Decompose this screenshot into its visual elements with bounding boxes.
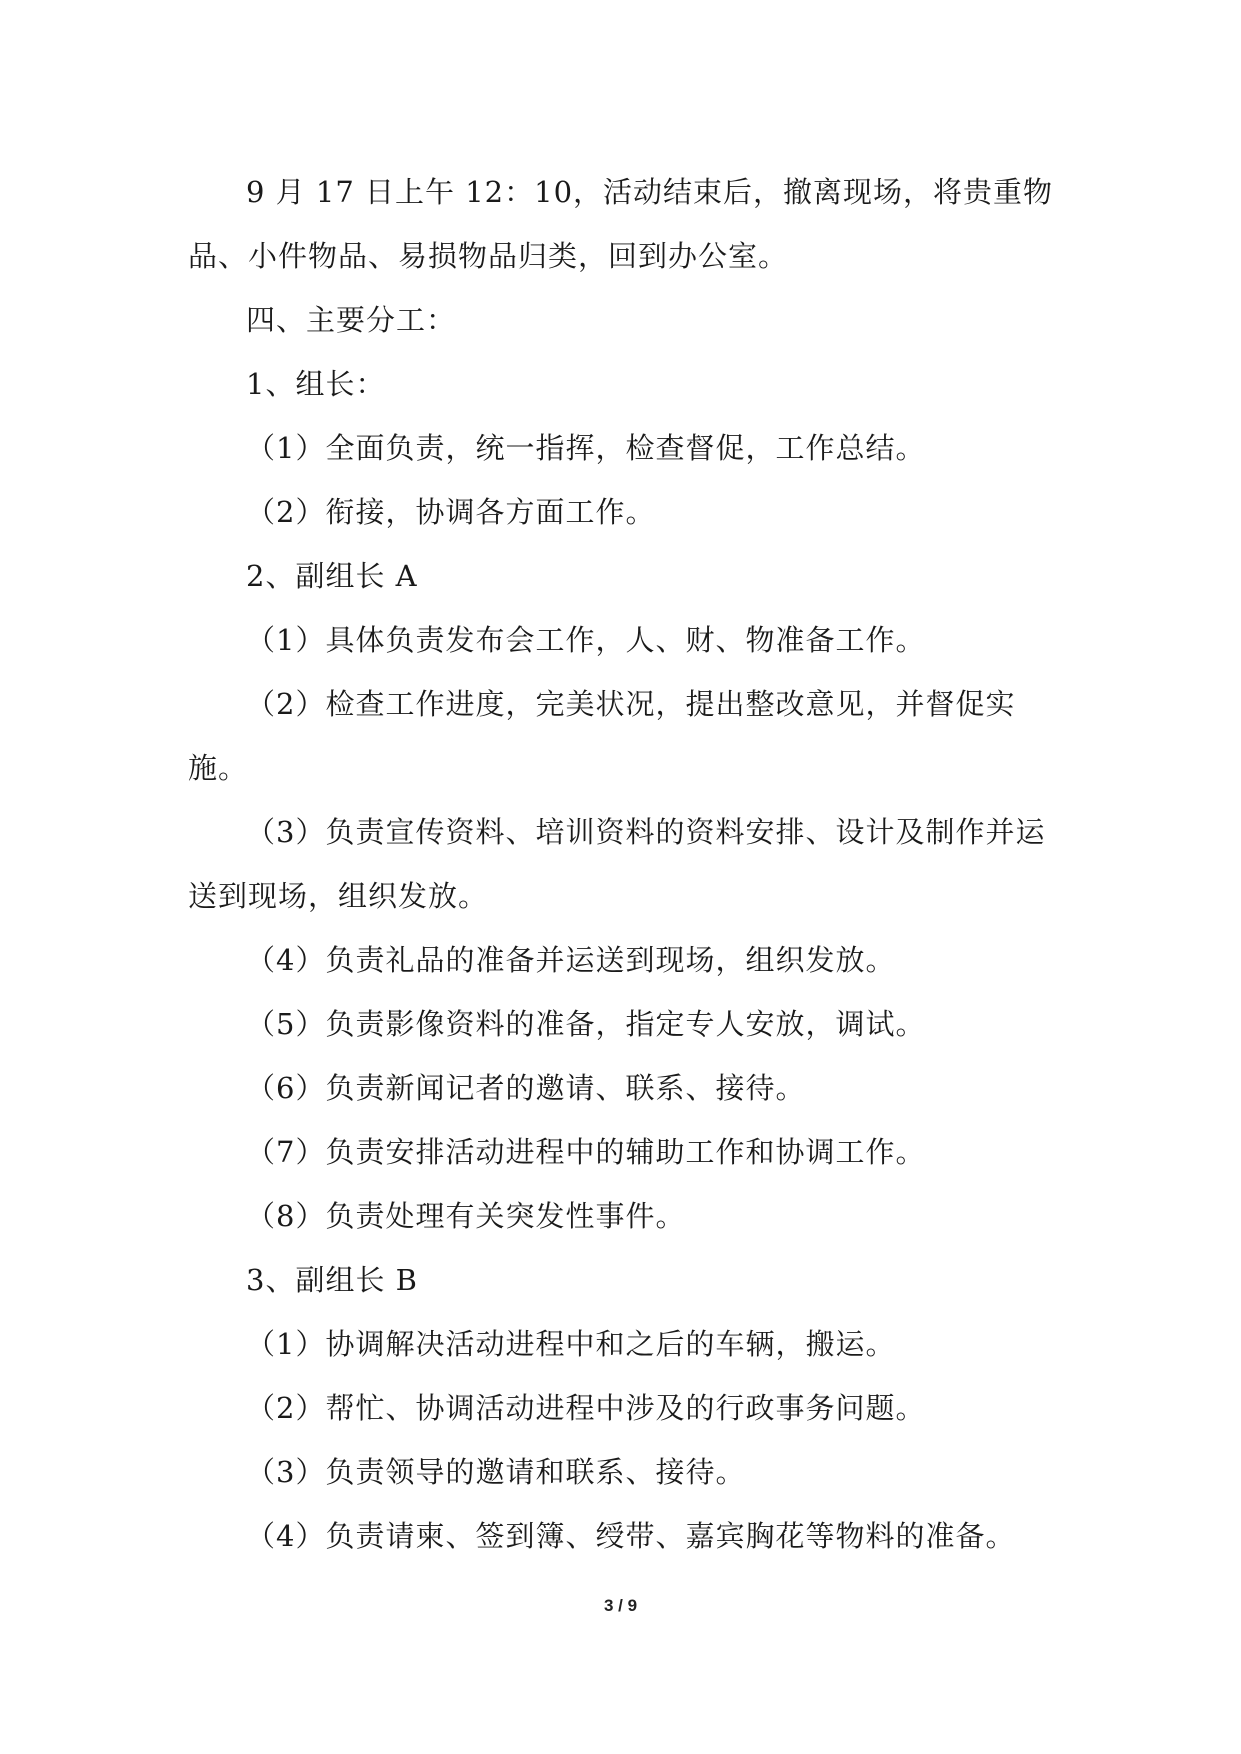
list-item: （1）全面负责，统一指挥，检查督促，工作总结。	[246, 431, 926, 465]
list-item: （4）负责礼品的准备并运送到现场，组织发放。	[246, 943, 896, 977]
subsection-heading: 2、副组长 A	[246, 559, 418, 593]
list-item: （6）负责新闻记者的邀请、联系、接待。	[246, 1071, 806, 1105]
list-item: （4）负责请柬、签到簿、绶带、嘉宾胸花等物料的准备。	[246, 1519, 1016, 1553]
list-item: （1）具体负责发布会工作，人、财、物准备工作。	[246, 623, 926, 657]
document-body	[188, 160, 1058, 1568]
paragraph: 9 月 17 日上午 12：10，活动结束后，撤离现场，将贵重物品、小件物品、易损物品归类，回到办公室。	[188, 175, 1054, 273]
list-item: （3）负责领导的邀请和联系、接待。	[246, 1455, 746, 1489]
list-item: （8）负责处理有关突发性事件。	[246, 1199, 686, 1233]
list-item: （2）检查工作进度，完美状况，提出整改意见，并督促实施。	[188, 687, 1016, 785]
subsection-heading: 1、组长：	[246, 367, 386, 401]
list-item: （3）负责宣传资料、培训资料的资料安排、设计及制作并运送到现场，组织发放。	[188, 815, 1046, 913]
list-item: （7）负责安排活动进程中的辅助工作和协调工作。	[246, 1135, 926, 1169]
page-number: 3 / 9	[603, 1596, 638, 1615]
list-item: （2）帮忙、协调活动进程中涉及的行政事务问题。	[246, 1391, 926, 1425]
list-item: （2）衔接，协调各方面工作。	[246, 495, 656, 529]
list-item: （1）协调解决活动进程中和之后的车辆，搬运。	[246, 1327, 896, 1361]
subsection-heading: 3、副组长 B	[246, 1263, 418, 1297]
section-heading: 四、主要分工：	[246, 303, 457, 337]
list-item: （5）负责影像资料的准备，指定专人安放，调试。	[246, 1007, 926, 1041]
